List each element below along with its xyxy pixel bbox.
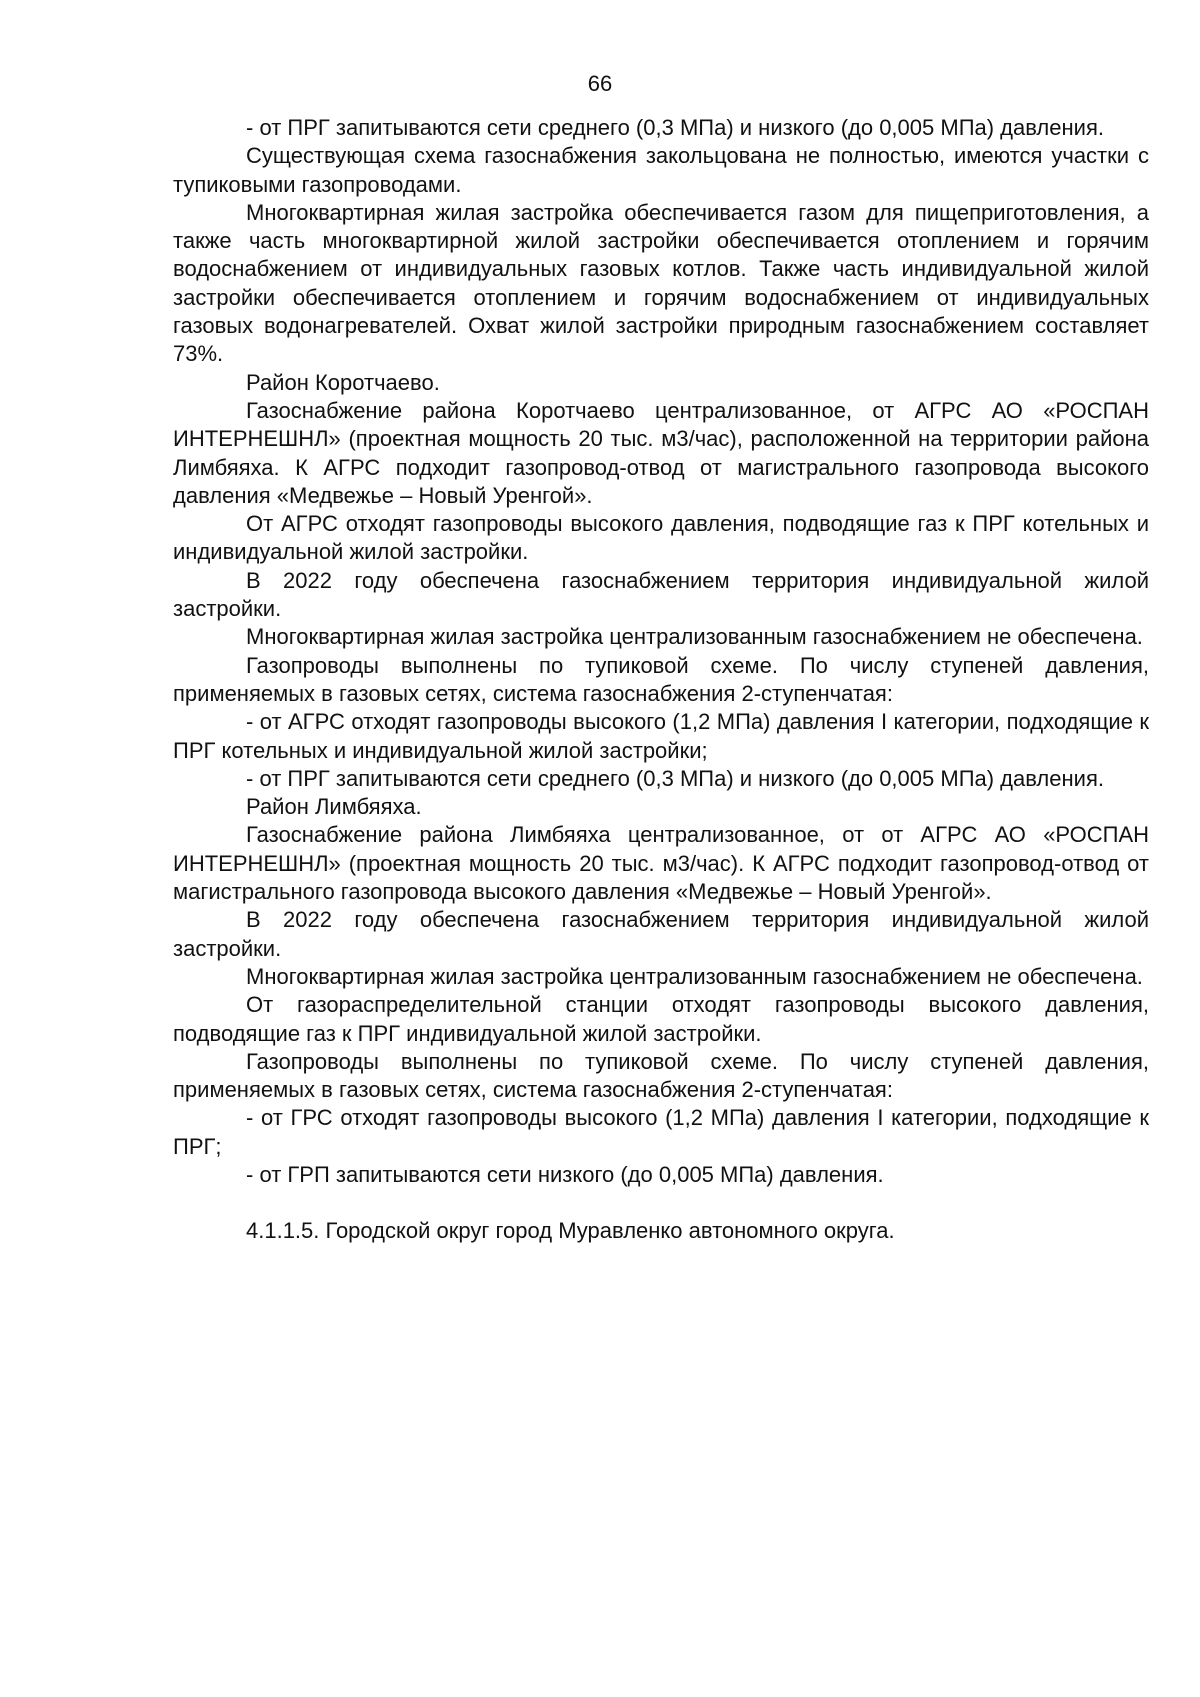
paragraph: От газораспределительной станции отходят газопроводы высокого давления, подводящие газ к ПРГ индивидуальной жилой застройки. <box>173 992 1149 1046</box>
paragraph: Газопроводы выполнены по тупиковой схеме. По числу ступеней давления, применяемых в газовых сетях, система газоснабжения 2-ступенчатая: <box>173 1048 1149 1103</box>
page-number: 66 <box>587 71 613 96</box>
list-item: - от ПРГ запитываются сети среднего (0,3 МПа) и низкого (до 0,005 МПа) давления. <box>246 765 1104 791</box>
paragraph: В 2022 году обеспечена газоснабжением территория индивидуальной жилой застройки. <box>173 907 1149 961</box>
list-item: - от ГРС отходят газопроводы высокого (1,2 МПа) давления I категории, подходящие к ПРГ; <box>173 1105 1149 1159</box>
section-heading: 4.1.1.5. Городской округ город Муравленко автономного округа. <box>246 1218 895 1244</box>
paragraph: Многоквартирная жилая застройка обеспечивается газом для пищеприготовления, а также часть многоквартирной жилой застройки обеспечивается отоплением и горячим водоснабжением от индивидуальных газовых котлов. Также часть индивидуальной жилой застройки обеспечивается отоплением и горячим водоснабжением от индивидуальных газовых водонагревателей. Охват жилой застройки природным газоснабжением составляет 73%. <box>173 199 1149 367</box>
list-item: - от ГРП запитываются сети низкого (до 0,005 МПа) давления. <box>246 1161 884 1187</box>
paragraph: Газоснабжение района Лимбяяха централизованное, от от АГРС АО «РОСПАН ИНТЕРНЕШНЛ» (проектная мощность 20 тыс. м3/час). К АГРС подходит газопровод-отвод от магистрального газопровода высокого давления «Медвежье – Новый Уренгой». <box>173 822 1149 905</box>
subheading-korotchaevo: Район Коротчаево. <box>246 369 440 395</box>
list-item: - от АГРС отходят газопроводы высокого (1,2 МПа) давления I категории, подходящие к ПРГ котельных и индивидуальной жилой застройки; <box>173 709 1149 763</box>
paragraph: Многоквартирная жилая застройка централизованным газоснабжением не обеспечена. <box>246 624 1143 650</box>
paragraph: Газопроводы выполнены по тупиковой схеме. По числу ступеней давления, применяемых в газовых сетях, система газоснабжения 2-ступенчатая: <box>173 652 1149 706</box>
paragraph: - от ПРГ запитываются сети среднего (0,3 МПа) и низкого (до 0,005 МПа) давления. <box>246 115 1104 140</box>
subheading-limbyayakha: Район Лимбяяха. <box>246 794 422 820</box>
paragraph: Газоснабжение района Коротчаево централизованное, от АГРС АО «РОСПАН ИНТЕРНЕШНЛ» (проектная мощность 20 тыс. м3/час), расположенной на территории района Лимбяяха. К АГРС подходит газопровод-отвод от магистрального газопровода высокого давления «Медвежье – Новый Уренгой». <box>173 397 1149 508</box>
paragraph: Многоквартирная жилая застройка централизованным газоснабжением не обеспечена. <box>246 963 1143 989</box>
paragraph: От АГРС отходят газопроводы высокого давления, подводящие газ к ПРГ котельных и индивидуальной жилой застройки. <box>173 511 1149 565</box>
paragraph: Существующая схема газоснабжения закольцована не полностью, имеются участки с тупиковыми газопроводами. <box>173 143 1149 197</box>
paragraph: В 2022 году обеспечена газоснабжением территория индивидуальной жилой застройки. <box>173 567 1149 622</box>
document-body <box>173 114 1149 1246</box>
